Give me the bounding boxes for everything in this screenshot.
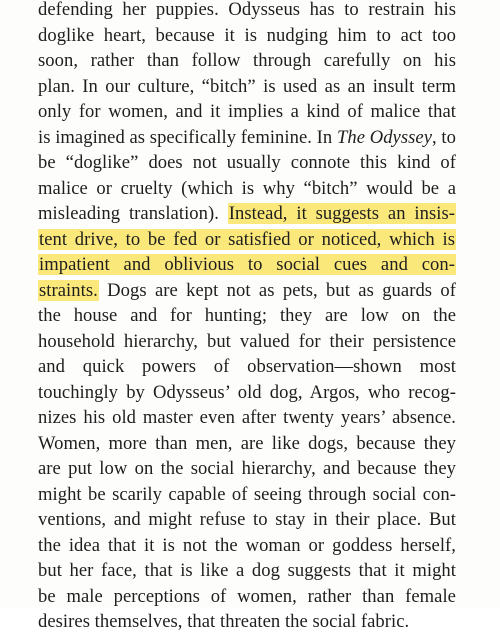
text-run: defending her puppies. Odysseus has to restrain his	[38, 0, 456, 20]
text-run: , to	[432, 126, 456, 148]
text-line	[38, 227, 456, 253]
text-line	[38, 533, 456, 559]
text-run: Dogs are kept not as pets, but as guards of	[98, 279, 456, 301]
italic-title: The Odyssey	[336, 126, 433, 148]
text-run: and quick powers of observation—shown most	[38, 356, 456, 377]
text-line	[38, 431, 456, 457]
text-run: ventions, and might refuse to stay in their place. But	[38, 509, 456, 530]
text-line	[38, 584, 456, 610]
text-run: doglike heart, because it is nudging him to act too	[38, 24, 456, 46]
text-line	[38, 609, 456, 635]
text-run: be male perceptions of women, rather than female	[38, 585, 456, 607]
text-line	[38, 0, 456, 23]
text-run: the house and for hunting; they are low on the	[38, 305, 456, 326]
text-line	[38, 252, 456, 278]
text-line	[38, 380, 456, 406]
text-run: household hierarchy, but valued for their persistence	[38, 330, 456, 352]
text-run: the idea that it is not the woman or goddess herself,	[38, 534, 456, 556]
text-line	[38, 354, 456, 380]
text-line	[38, 405, 456, 431]
text-line	[38, 201, 456, 227]
text-line	[38, 482, 456, 508]
text-run: is imagined as specifically feminine. In	[38, 126, 337, 148]
text-line	[38, 507, 456, 533]
body-text	[38, 0, 456, 635]
highlighted-text: straints.	[39, 279, 98, 301]
text-run: soon, rather than follow through carefully on his	[38, 50, 456, 71]
text-run: desires themselves, that threaten the social fabric.	[38, 611, 410, 632]
text-line	[38, 278, 456, 304]
text-run: are put low on the social hierarchy, and because they	[38, 458, 456, 479]
text-line	[38, 125, 456, 151]
text-run: misleading translation).	[38, 203, 228, 224]
text-run: be “doglike” does not usually connote this kind of	[38, 152, 456, 173]
text-line	[38, 176, 456, 202]
text-line	[38, 99, 456, 125]
text-line	[38, 329, 456, 355]
text-line	[38, 150, 456, 176]
text-line	[38, 558, 456, 584]
text-line	[38, 23, 456, 49]
highlighted-text: tent drive, to be fed or satisfied or noticed, which is	[39, 228, 455, 250]
highlighted-text: impatient and oblivious to social cues and con-	[39, 254, 455, 275]
text-run: nizes his old master even after twenty years’ absence.	[38, 407, 456, 428]
text-run: plan. In our culture, “bitch” is used as an insult term	[38, 75, 456, 97]
text-run: malice or cruelty (which is why “bitch” would be a	[38, 177, 456, 199]
text-run: Women, more than men, are like dogs, because they	[38, 432, 456, 454]
text-line	[38, 456, 456, 482]
text-line	[38, 74, 456, 100]
text-run: touchingly by Odysseus’ old dog, Argos, who recog-	[38, 381, 456, 403]
text-run: only for women, and it implies a kind of malice that	[38, 101, 456, 122]
highlighted-text: Instead, it suggests an insis-	[228, 203, 455, 224]
text-line	[38, 303, 456, 329]
text-line	[38, 48, 456, 74]
text-run: but her face, that is like a dog suggests that it might	[38, 560, 456, 581]
text-run: might be scarily capable of seeing through social con-	[38, 483, 456, 505]
